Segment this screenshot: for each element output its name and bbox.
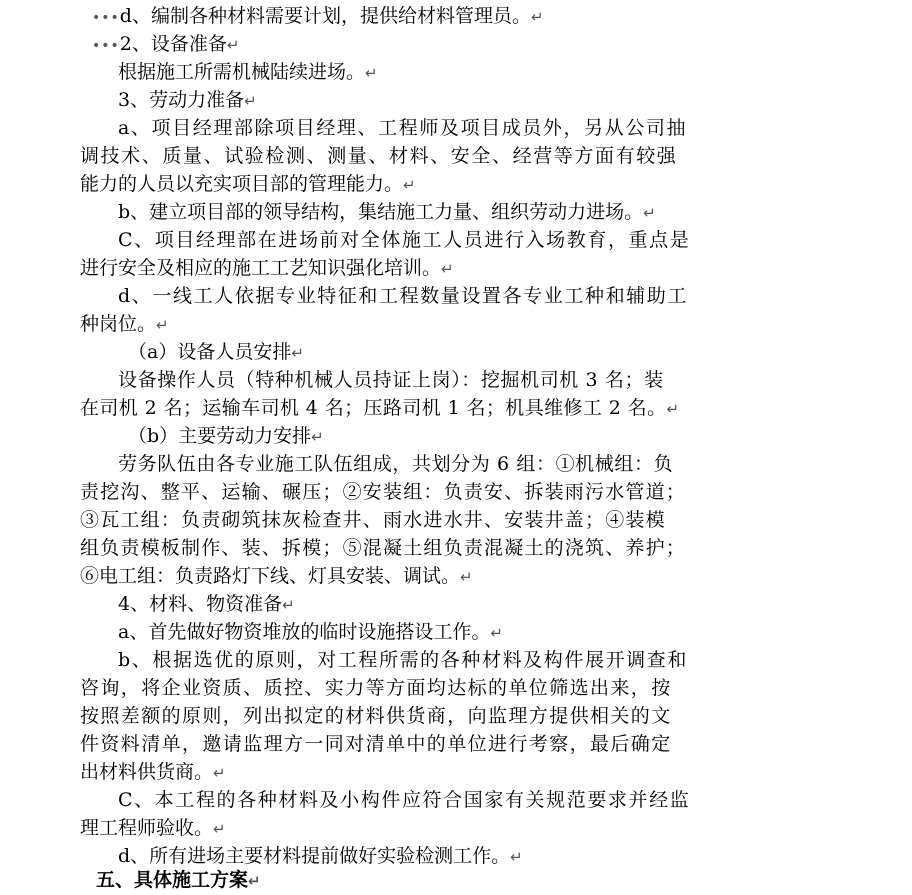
line-text: 五、具体施工方案 xyxy=(96,869,249,891)
line-text: ③瓦工组：负责砌筑抹灰检查井、雨水进水井、安装井盖；④装模 xyxy=(80,509,666,531)
paragraph-mark-icon: ↵ xyxy=(666,400,680,418)
text-line xyxy=(128,338,912,366)
line-text: 组负责模板制作、装、拆模；⑤混凝土组负责混凝土的浇筑、养护； xyxy=(80,537,687,559)
line-text: d、一线工人依据专业特征和工程数量设置各专业工种和辅助工 xyxy=(118,285,688,307)
line-text: 3、劳动力准备 xyxy=(118,89,245,111)
text-line xyxy=(80,702,864,730)
outline-dots: ••• xyxy=(92,10,120,26)
line-text: 责挖沟、整平、运输、碾压；②安装组：负责安、拆装雨污水管道； xyxy=(80,481,687,503)
text-line xyxy=(80,478,864,506)
text-line xyxy=(92,2,876,30)
paragraph-mark-icon: ↵ xyxy=(460,568,473,586)
line-text: ⑥电工组：负责路灯下线、灯具安装、调试。 xyxy=(80,565,461,587)
text-line xyxy=(80,254,864,282)
line-text: 理工程师验收。 xyxy=(80,817,214,839)
line-text: d、所有进场主要材料提前做好实验检测工作。 xyxy=(118,845,511,867)
paragraph-mark-icon: ↵ xyxy=(282,596,295,614)
text-line xyxy=(118,618,902,646)
text-line xyxy=(80,674,864,702)
text-line xyxy=(80,170,864,198)
paragraph-mark-icon: ↵ xyxy=(226,36,240,54)
line-text: 在司机 2 名；运输车司机 4 名；压路司机 1 名；机具维修工 2 名。 xyxy=(80,397,667,419)
line-text: 按照差额的原则，列出拟定的材料供货商，向监理方提供相关的文 xyxy=(80,705,672,727)
line-text: 种岗位。 xyxy=(80,313,157,335)
line-text: （b）主要劳动力安排 xyxy=(128,425,312,447)
text-line xyxy=(80,730,864,758)
section-heading xyxy=(96,866,880,894)
text-line xyxy=(118,114,902,142)
paragraph-mark-icon: ↵ xyxy=(490,624,503,642)
line-text: a、首先做好物资堆放的临时设施搭设工作。 xyxy=(118,621,491,643)
text-line xyxy=(118,646,902,674)
line-text: 4、材料、物资准备 xyxy=(118,593,283,615)
text-line xyxy=(118,450,902,478)
text-line xyxy=(80,394,864,422)
text-line xyxy=(118,786,902,814)
line-text: 劳务队伍由各专业施工队伍组成，共划分为 6 组：①机械组：负 xyxy=(118,453,674,475)
paragraph-mark-icon: ↵ xyxy=(244,92,257,110)
text-line xyxy=(80,758,864,786)
text-line xyxy=(118,86,902,114)
paragraph-mark-icon: ↵ xyxy=(213,820,226,838)
paragraph-mark-icon: ↵ xyxy=(156,316,169,334)
line-text: d、编制各种材料需要计划，提供给材料管理员。 xyxy=(119,5,531,27)
line-text: （a）设备人员安排 xyxy=(128,341,292,363)
text-line xyxy=(80,310,864,338)
text-line xyxy=(118,366,902,394)
text-line xyxy=(118,282,902,310)
line-text: b、建立项目部的领导结构，集结施工力量、组织劳动力进场。 xyxy=(118,201,644,223)
line-text: 件资料清单，邀请监理方一同对清单中的单位进行考察，最后确定 xyxy=(80,733,672,755)
outline-dots: ••• xyxy=(92,38,120,54)
line-text: 根据施工所需机械陆续进场。 xyxy=(118,61,366,83)
text-line xyxy=(80,562,864,590)
line-text: 能力的人员以充实项目部的管理能力。 xyxy=(80,173,404,195)
text-line xyxy=(80,534,864,562)
paragraph-mark-icon: ↵ xyxy=(510,848,523,866)
paragraph-mark-icon: ↵ xyxy=(248,872,261,890)
paragraph-mark-icon: ↵ xyxy=(643,204,656,222)
line-text: 进行安全及相应的施工工艺知识强化培训。 xyxy=(80,257,442,279)
text-line xyxy=(80,506,864,534)
text-line xyxy=(118,226,902,254)
line-text: b、根据选优的原则，对工程所需的各种材料及构件展开调查和 xyxy=(118,649,688,671)
paragraph-mark-icon: ↵ xyxy=(441,260,454,278)
text-line xyxy=(80,142,864,170)
text-line xyxy=(118,198,902,226)
text-line xyxy=(118,58,902,86)
text-line xyxy=(80,814,864,842)
text-line xyxy=(118,590,902,618)
line-text: 出材料供货商。 xyxy=(80,761,214,783)
line-text: 调技术、质量、试验检测、测量、材料、安全、经营等方面有较强 xyxy=(80,145,678,167)
paragraph-mark-icon: ↵ xyxy=(403,176,416,194)
paragraph-mark-icon: ↵ xyxy=(365,64,378,82)
line-text: 设备操作人员（特种机械人员持证上岗）：挖掘机司机 3 名；装 xyxy=(118,369,664,391)
paragraph-mark-icon: ↵ xyxy=(311,428,324,446)
line-text: 咨询，将企业资质、质控、实力等方面均达标的单位筛选出来，按 xyxy=(80,677,672,699)
line-text: C、项目经理部在进场前对全体施工人员进行入场教育，重点是 xyxy=(118,229,691,251)
line-text: a、项目经理部除项目经理、工程师及项目成员外，另从公司抽 xyxy=(118,117,688,139)
paragraph-mark-icon: ↵ xyxy=(291,344,304,362)
paragraph-mark-icon: ↵ xyxy=(213,764,226,782)
text-line xyxy=(92,30,876,58)
paragraph-mark-icon: ↵ xyxy=(530,8,544,26)
line-text: 2、设备准备 xyxy=(119,33,227,55)
line-text: C、本工程的各种材料及小构件应符合国家有关规范要求并经监 xyxy=(118,789,691,811)
text-line xyxy=(128,422,912,450)
